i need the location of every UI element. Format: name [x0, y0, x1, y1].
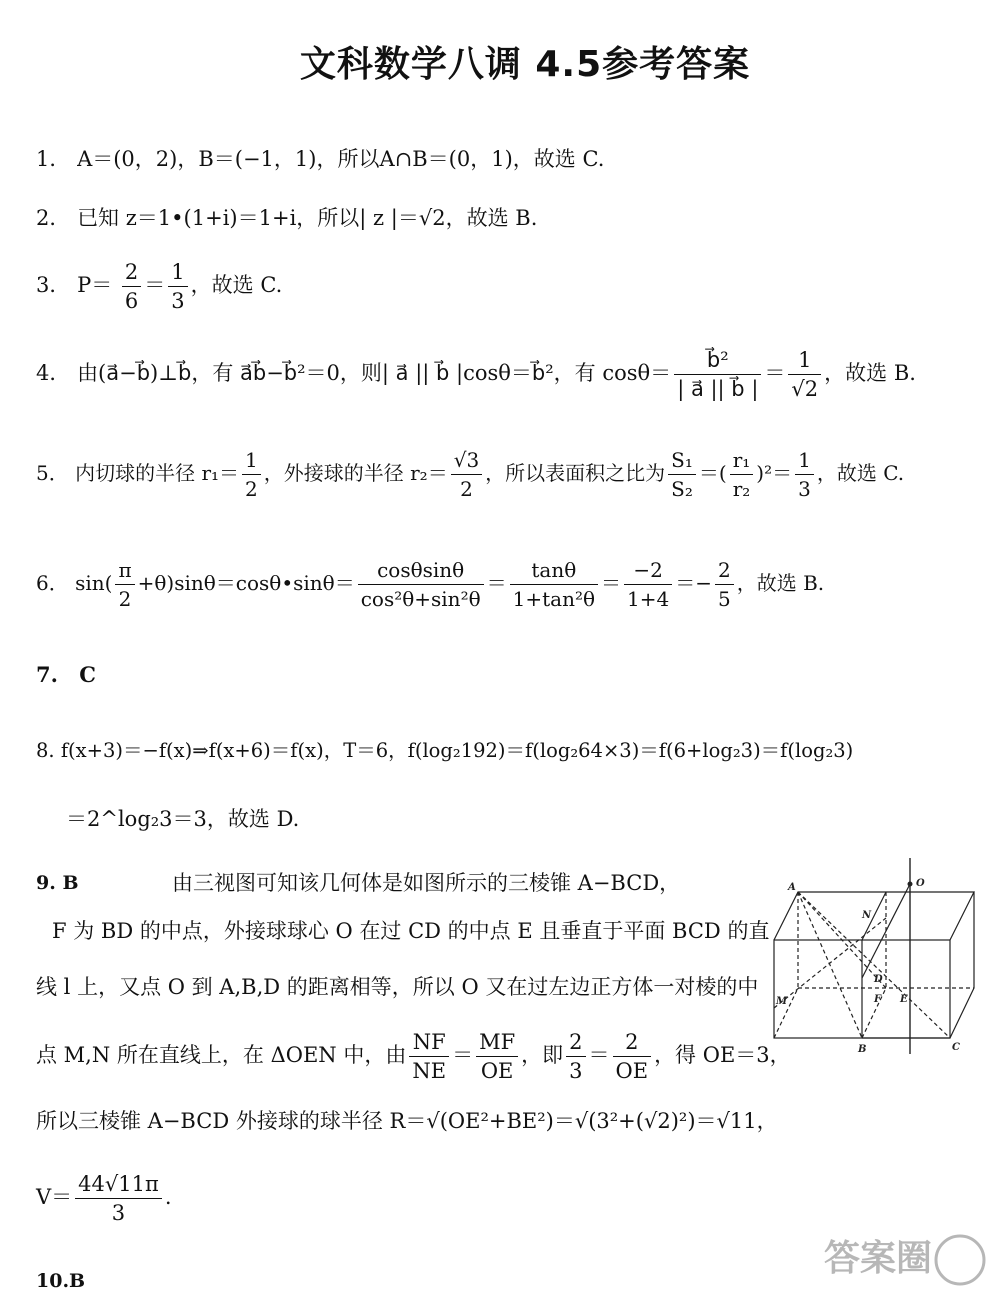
label-a: A [788, 882, 796, 893]
fraction: $\frac{\text{S₁}}{\text{S₂}}$ [668, 446, 696, 503]
fraction: $\frac{MF}{OE}$ [476, 1028, 518, 1085]
point-o [908, 882, 913, 887]
fraction: $\frac{44√11\pi}{3}$ [75, 1170, 162, 1227]
fraction: $\frac{\cos\theta\sin\theta}{\text{cos²θ+sin²θ}}$ [358, 556, 484, 613]
label-n: N [862, 910, 872, 921]
fraction: $\frac{1}{3}$ [795, 446, 814, 503]
answer-9-line-2: F 为 BD 的中点，外接球球心 O 在过 CD 的中点 E 且垂直于平面 BCD 的直 [52, 919, 770, 943]
fraction: $\frac{2}{OE}$ [613, 1028, 652, 1085]
fraction: $\frac{-2}{1+4}$ [624, 556, 672, 613]
answer-8-continued: ＝2^log₂3＝3，故选 D. [66, 807, 300, 831]
geometry-figure [770, 858, 986, 1054]
answer-4: 4． 由(a⃗−b⃗)⊥b⃗，有 a⃗b⃗−b⃗²＝0，则| a⃗ || b⃗ |cosθ＝b⃗²，有 cosθ＝ $\frac{\text{b⃗²}}{| a⃗ || b⃗ |}$ ＝ $\frac{1}{√2}$ ，故选 B. [36, 348, 916, 401]
watermark-logo [820, 1220, 990, 1300]
answer-9-line-3: 线 l 上，又点 O 到 A,B,D 的距离相等，所以 O 又在过左边正方体一对棱的中 [36, 975, 759, 999]
fraction: $\frac{2}{5}$ [715, 556, 734, 613]
answer-10: 10.B [36, 1270, 86, 1292]
label-m: M [776, 996, 788, 1007]
fraction: $\frac{NF}{NE}$ [409, 1028, 449, 1085]
fraction: $\frac{2}{6}$ [122, 258, 141, 315]
svg-text:答案圈: 答案圈 [824, 1238, 933, 1279]
label-e: E [900, 994, 908, 1005]
fraction: $\frac{1}{3}$ [168, 258, 187, 315]
label-f: F [874, 994, 882, 1005]
fraction: $\frac{√3}{2}$ [451, 446, 482, 503]
answer-9-line-1: 由三视图可知该几何体是如图所示的三棱锥 A−BCD， [172, 871, 681, 895]
fraction: $\frac{\text{b⃗²}}{| a⃗ || b⃗ |}$ [674, 346, 761, 403]
page-title: 文科数学八调 4.5参考答案 [299, 44, 751, 85]
fraction: $\frac{\pi}{2}$ [115, 556, 134, 613]
answer-8: 8. f(x+3)＝−f(x)⇒f(x+6)＝f(x)，T＝6，f(log₂192)＝f(log₂64×3)＝f(6+log₂3)＝f(log₂3) [36, 739, 854, 762]
right-face [950, 892, 974, 1038]
fraction: $\frac{\text{r₁}}{\text{r₂}}$ [730, 446, 754, 503]
answer-9-line-5: 所以三棱锥 A−BCD 外接球的球半径 R＝√(OE²+BE²)＝√(3²+(√2)²)＝√11， [36, 1109, 778, 1133]
fraction: $\frac{\tan\theta}{\text{1+tan²θ}}$ [510, 556, 598, 613]
label-o: O [916, 878, 925, 889]
answer-7: 7. C [36, 662, 96, 687]
label-c: C [952, 1042, 960, 1053]
answer-6: 6． sin( $\frac{\pi}{2}$ +θ)sinθ＝cosθ•sinθ＝ $\frac{\cos\theta\sin\theta}{\text{cos²θ+sin²θ}}$ ＝ $\frac{\tan\theta}{\text{1+tan²θ}}$ ＝ $\frac{-2}{1+4}$ ＝− $\frac{2}{5}$ ，故选 B. [36, 558, 825, 611]
label-d: D [874, 974, 883, 985]
answer-9-line-4: 点 M,N 所在直线上，在 ΔOEN 中，由 $\frac{NF}{NE}$ ＝ $\frac{MF}{OE}$ ，即 $\frac{2}{3}$ ＝ $\frac{2}{OE}$ ，得 OE＝3， [36, 1030, 791, 1083]
fraction: $\frac{1}{2}$ [242, 446, 261, 503]
answer-9-line-6: V＝ $\frac{44√11\pi}{3}$ . [36, 1172, 172, 1225]
answer-9-number: 9. B [36, 872, 79, 894]
label-b: B [858, 1044, 867, 1054]
answer-3: 3． P＝ $\frac{2}{6}$ ＝ $\frac{1}{3}$ ，故选 C. [36, 260, 283, 313]
answer-1: 1． A＝(0，2)，B＝(−1，1)，所以A∩B＝(0，1)，故选 C. [36, 147, 605, 171]
answer-5: 5． 内切球的半径 r₁＝ $\frac{1}{2}$ ，外接球的半径 r₂＝ $\frac{√3}{2}$ ，所以表面积之比为 $\frac{\text{S₁}}{\text{S₂}}$ ＝( $\frac{\text{r₁}}{\text{r₂}}$ )²＝ $\frac{1}{3}$ ，故选 C. [36, 448, 905, 501]
fraction: $\frac{2}{3}$ [566, 1028, 585, 1085]
fraction: $\frac{1}{√2}$ [788, 346, 821, 403]
answer-2: 2． 已知 z＝1•(1+i)＝1+i，所以| z |＝√2，故选 B. [36, 206, 538, 230]
